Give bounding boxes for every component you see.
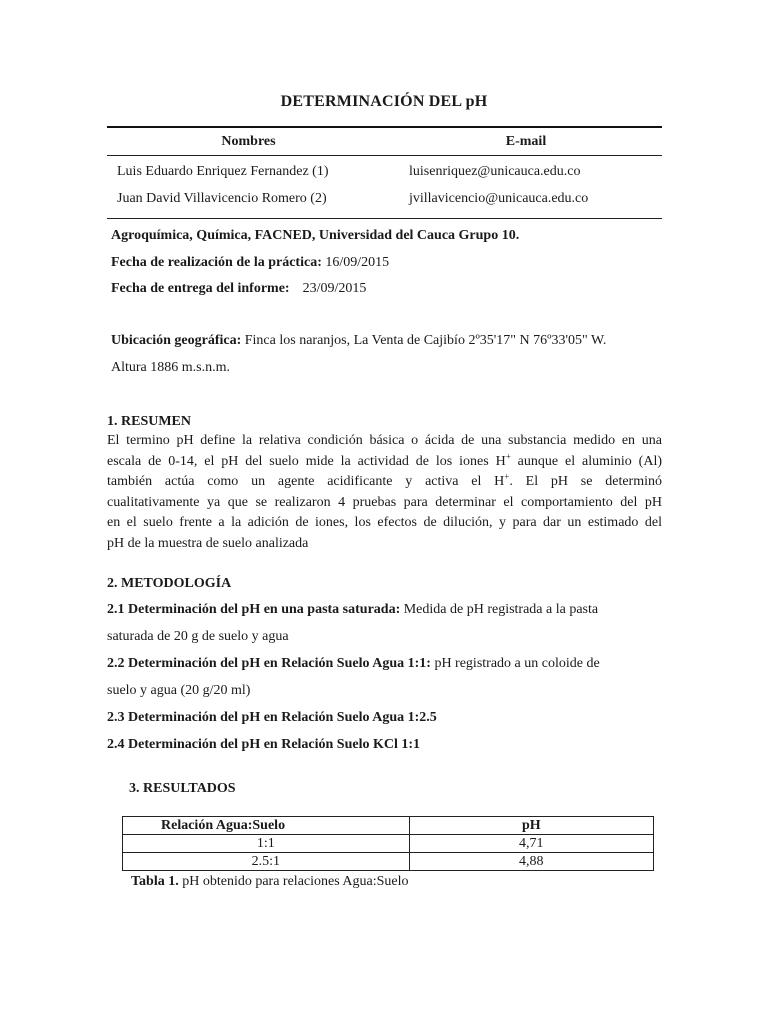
results-table-header [123, 817, 654, 835]
metodologia-heading: 2. METODOLOGÍA [107, 576, 232, 591]
altura: Altura 1886 m.s.n.m. [111, 360, 230, 375]
fecha-realizacion [111, 255, 389, 271]
header-relacion: Relación Agua:Suelo [123, 817, 410, 835]
fecha-realizacion-label: Fecha de realización de la práctica: [111, 255, 322, 270]
authors-table-header [107, 128, 662, 155]
header-ph: pH [409, 817, 653, 835]
superscript-plus: + [505, 450, 511, 461]
document-title: DETERMINACIÓN DEL pH [280, 93, 488, 110]
table-row [123, 835, 654, 853]
metodo-2-1: 2.1 Determinación del pH en una pasta saturada: Medida de pH registrada a la pasta [107, 602, 599, 617]
author-email: luisenriquez@unicauca.edu.co [409, 163, 581, 179]
author-name: Luis Eduardo Enriquez Fernandez (1) [117, 163, 329, 179]
results-table [122, 816, 654, 871]
cell-ph: 4,71 [409, 835, 653, 853]
table-caption [131, 874, 409, 890]
table-row [107, 185, 662, 212]
cell-ph: 4,88 [409, 853, 653, 871]
fecha-entrega [111, 281, 366, 297]
caption-text: pH obtenido para relaciones Agua:Suelo [178, 874, 409, 889]
author-email: jvillavicencio@unicauca.edu.co [409, 190, 589, 206]
metodo-2-4: 2.4 Determinación del pH en Relación Suelo KCl 1:1 [107, 737, 421, 752]
cell-relacion: 1:1 [123, 835, 410, 853]
resumen-heading: 1. RESUMEN [107, 414, 192, 429]
caption-label: Tabla 1. [131, 874, 179, 889]
cell-relacion: 2.5:1 [123, 853, 410, 871]
resumen-line: cualitativamente ya que se realizaron 4 pruebas para determinar el comportamiento del pH [107, 494, 662, 510]
metodo-2-1-cont: saturada de 20 g de suelo y agua [107, 629, 289, 644]
header-email: E-mail [505, 133, 547, 149]
table-row [123, 853, 654, 871]
fecha-entrega-value: 23/09/2015 [302, 281, 367, 296]
table-bottom-rule [107, 218, 662, 219]
ubicacion-value: Finca los naranjos, La Venta de Cajibío 2º35'17" N 76º33'05" W. [244, 333, 607, 348]
table-row [107, 158, 662, 185]
resumen-line: en el suelo frente a la adición de iones, los efectos de dilución, y para dar un estimado del [107, 515, 662, 530]
metodo-2-3: 2.3 Determinación del pH en Relación Suelo Agua 1:2.5 [107, 710, 437, 725]
resumen-line: pH de la muestra de suelo analizada [107, 535, 309, 551]
superscript-plus: + [504, 471, 510, 482]
header-nombres: Nombres [221, 133, 276, 149]
authors-table [107, 126, 662, 219]
affiliation: Agroquímica, Química, FACNED, Universidad del Cauca Grupo 10. [111, 228, 520, 243]
author-name: Juan David Villavicencio Romero (2) [117, 190, 327, 206]
fecha-entrega-label: Fecha de entrega del informe: [111, 281, 290, 296]
ubicacion [111, 333, 606, 349]
resultados-heading: 3. RESULTADOS [129, 781, 236, 796]
authors-table-body [107, 156, 662, 218]
resumen-line: El termino pH define la relativa condición básica o ácida de una substancia medido en una [107, 433, 662, 448]
metodo-2-2-cont: suelo y agua (20 g/20 ml) [107, 683, 251, 698]
resumen-line: escala de 0-14, el pH del suelo mide la actividad de los iones H+ aunque el aluminio (Al) [107, 450, 662, 469]
metodo-2-2: 2.2 Determinación del pH en Relación Suelo Agua 1:1: pH registrado a un coloide de [107, 656, 600, 671]
ubicacion-label: Ubicación geográfica: [111, 333, 242, 348]
resumen-line: también actúa como un agente acidificante y activa el H+. El pH se determinó [107, 471, 663, 489]
fecha-realizacion-value: 16/09/2015 [325, 255, 390, 270]
resumen-paragraph [107, 431, 662, 554]
